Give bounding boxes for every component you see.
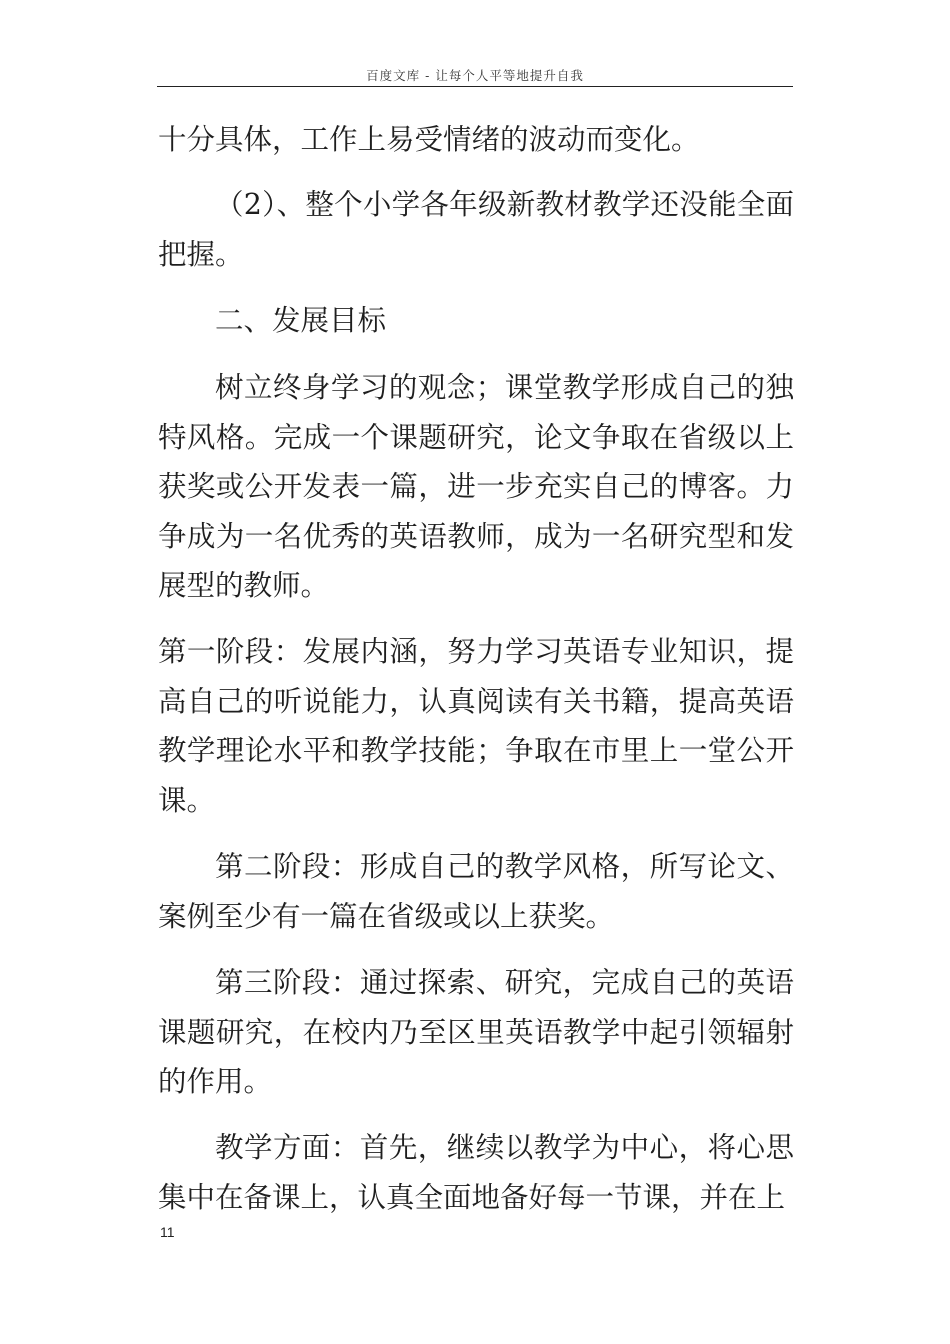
header-divider xyxy=(157,86,793,87)
paragraph-stage-2: 第二阶段：形成自己的教学风格，所写论文、案例至少有一篇在省级或以上获奖。 xyxy=(158,850,794,933)
paragraph-2: （2）、整个小学各年级新教材教学还没能全面把握。 xyxy=(158,188,794,271)
section-heading: 二、发展目标 xyxy=(215,304,387,337)
page-number: 11 xyxy=(160,1224,175,1240)
paragraph-goals: 树立终身学习的观念；课堂教学形成自己的独特风格。完成一个课题研究，论文争取在省级以上获奖或公开发表一篇，进一步充实自己的博客。力争成为一名优秀的英语教师，成为一名研究型和发展型的教师。 xyxy=(158,371,794,602)
page-header-title: 百度文库 - 让每个人平等地提升自我 xyxy=(366,68,584,83)
paragraph-stage-1: 第一阶段：发展内涵，努力学习英语专业知识，提高自己的听说能力，认真阅读有关书籍，提高英语教学理论水平和教学技能；争取在市里上一堂公开课。 xyxy=(158,635,794,817)
paragraph-stage-3: 第三阶段：通过探索、研究，完成自己的英语课题研究，在校内乃至区里英语教学中起引领辐射的作用。 xyxy=(158,966,794,1098)
paragraph-teaching: 教学方面：首先，继续以教学为中心，将心思集中在备课上，认真全面地备好每一节课，并在上 xyxy=(158,1131,794,1214)
paragraph-1: 十分具体，工作上易受情绪的波动而变化。 xyxy=(158,123,700,156)
